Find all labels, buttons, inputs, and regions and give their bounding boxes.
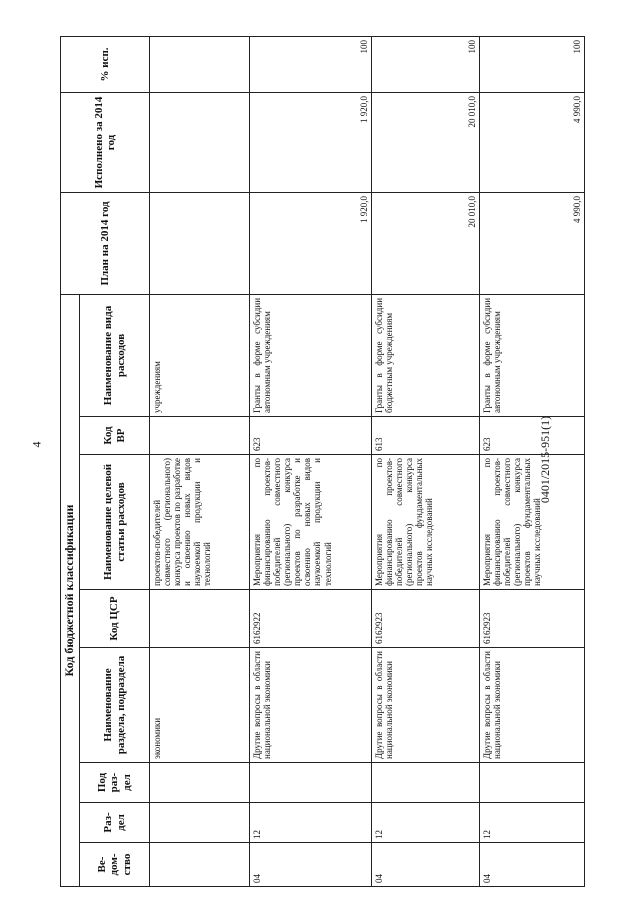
cell-razdel-name: Другие вопросы в области национальной экономики <box>250 648 372 763</box>
cell-csr-name: Мероприятия по финансированию проектов-победителей совместного (регионального) конкурса проектов фундаментальных научных исследований <box>372 455 480 590</box>
budget-table-container <box>60 37 582 887</box>
cell-percent: 100 <box>480 36 585 92</box>
col-csr: Код ЦСР <box>80 590 150 648</box>
cell-percent: 100 <box>372 36 480 92</box>
col-csr-name: Наименование целевой статьи расходов <box>80 455 150 590</box>
table-row <box>250 36 372 886</box>
cell-vr <box>150 417 250 455</box>
cell-plan <box>150 192 250 294</box>
col-vr-name: Наименование вида расходов <box>80 294 150 416</box>
cell-razdel: 12 <box>372 803 480 843</box>
col-podrazdel: Под раз-дел <box>80 763 150 803</box>
cell-csr: 6162922 <box>250 590 372 648</box>
cell-vr: 623 <box>480 417 585 455</box>
cell-fact: 20 010,0 <box>372 92 480 192</box>
col-percent: % исп. <box>61 36 150 92</box>
cell-podrazdel <box>150 763 250 803</box>
cell-csr: 6162923 <box>480 590 585 648</box>
cell-vr-name: Гранты в форме субсидии бюджетным учреждениям <box>372 294 480 416</box>
cell-podrazdel <box>372 763 480 803</box>
cell-csr: 6162923 <box>372 590 480 648</box>
cell-razdel: 12 <box>480 803 585 843</box>
table-row <box>150 36 250 886</box>
col-razdel: Раз-дел <box>80 803 150 843</box>
cell-podrazdel <box>480 763 585 803</box>
col-razdel-name: Наименование раздела, подраздела <box>80 648 150 763</box>
cell-razdel-name: Другие вопросы в области национальной экономики <box>372 648 480 763</box>
cell-vedomstvo: 04 <box>372 843 480 887</box>
cell-plan: 1 920,0 <box>250 192 372 294</box>
cell-podrazdel <box>250 763 372 803</box>
cell-percent: 100 <box>250 36 372 92</box>
col-plan: План на 2014 год <box>61 192 150 294</box>
cell-percent <box>150 36 250 92</box>
page-number: 4 <box>29 441 44 448</box>
cell-csr <box>150 590 250 648</box>
cell-plan: 4 990,0 <box>480 192 585 294</box>
cell-razdel-name: экономики <box>150 648 250 763</box>
cell-vr: 623 <box>250 417 372 455</box>
document-code: 0401/2015-951(1) <box>538 415 553 504</box>
cell-vr-name: учреждениям <box>150 294 250 416</box>
cell-vedomstvo: 04 <box>250 843 372 887</box>
table-row <box>372 36 480 886</box>
cell-vr: 613 <box>372 417 480 455</box>
cell-vr-name: Гранты в форме субсидии автономным учреждениям <box>480 294 585 416</box>
cell-vedomstvo: 04 <box>480 843 585 887</box>
cell-csr-name: Мероприятия по финансированию проектов-победителей совместного (регионального) конкурса проектов фундаментальных научных исследований <box>480 455 585 590</box>
group-header: Код бюджетной классификации <box>61 294 80 886</box>
cell-fact: 4 990,0 <box>480 92 585 192</box>
col-fact: Исполнено за 2014 год <box>61 92 150 192</box>
cell-razdel: 12 <box>250 803 372 843</box>
cell-fact: 1 920,0 <box>250 92 372 192</box>
cell-vr-name: Гранты в форме субсидии автономным учреждениям <box>250 294 372 416</box>
cell-plan: 20 010,0 <box>372 192 480 294</box>
col-vr: Код ВР <box>80 417 150 455</box>
cell-csr-name: проектов-победителей совместного (регионального) конкурса проектов по разработке и освоению новых видов наукоемкой продукции и технологий <box>150 455 250 590</box>
cell-razdel <box>150 803 250 843</box>
budget-table <box>60 36 585 887</box>
cell-fact <box>150 92 250 192</box>
table-row <box>480 36 585 886</box>
cell-razdel-name: Другие вопросы в области национальной экономики <box>480 648 585 763</box>
cell-csr-name: Мероприятия по финансированию проектов-победителей совместного (регионального) конкурса проектов по разработке и освоению новых видов наукоемкой продукции и технологий <box>250 455 372 590</box>
cell-vedomstvo <box>150 843 250 887</box>
col-vedomstvo: Ве-дом-ство <box>80 843 150 887</box>
